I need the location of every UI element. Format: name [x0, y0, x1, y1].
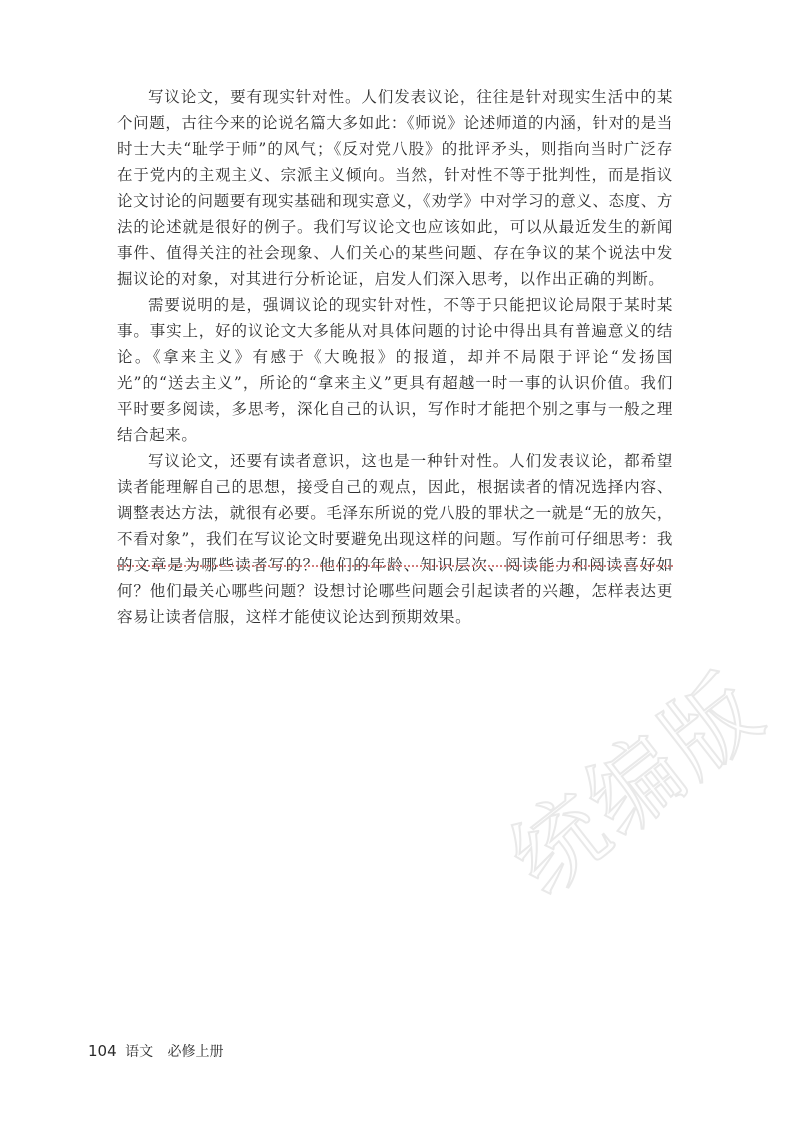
edition-watermark: 统编版: [490, 653, 784, 916]
paragraph-3: 写议论文，还要有读者意识，这也是一种针对性。人们发表议论，都希望读者能理解自己的思想，接受自己的观点，因此，根据读者的情况选择内容、调整表达方法，就很有必要。毛泽东所说的党八股的罪状之一就是“无的放矢，不看对象”，我们在写议论文时要避免出现这样的问题。写作前可仔细思考：我的文章是为哪些读者写的？他们的年龄、知识层次、阅读能力和阅读喜好如何？他们最关心哪些问题？设想讨论哪些问题会引起读者的兴趣，怎样表达更容易让读者信服，这样才能使议论达到预期效果。: [117, 452, 673, 626]
page-footer: [88, 1041, 224, 1061]
footer-subject: 语文: [125, 1044, 154, 1060]
paragraph-1: 写议论文，要有现实针对性。人们发表议论，往往是针对现实生活中的某个问题，古往今来的论说名篇大多如此：《师说》论述师道的内涵，针对的是当时士大夫“耻学于师”的风气；《反对党八股》的批评矛头，则指向当时广泛存在于党内的主观主义、宗派主义倾向。当然，针对性不等于批判性，而是指议论文讨论的问题要有现实基础和现实意义，《劝学》中对学习的意义、态度、方法的论述就是很好的例子。我们写议论文也应该如此，可以从最近发生的新闻事件、值得关注的社会现象、人们关心的某些问题、存在争议的某个说法中发掘议论的对象，对其进行分析论证，启发人们深入思考，以作出正确的判断。: [117, 88, 673, 288]
paragraph-2: 需要说明的是，强调议论的现实针对性，不等于只能把议论局限于某时某事。事实上，好的议论文大多能从对具体问题的讨论中得出具有普遍意义的结论。《拿来主义》有感于《大晚报》的报道，却并不局限于评论“发扬国光”的“送去主义”，所论的“拿来主义”更具有超越一时一事的认识价值。我们平时要多阅读，多思考，深化自己的认识，写作时才能把个别之事与一般之理结合起来。: [117, 296, 673, 444]
footer-volume: 必修上册: [167, 1044, 224, 1060]
page-number: 104: [88, 1042, 117, 1060]
body-text: [117, 84, 673, 630]
dotted-divider: [117, 565, 673, 567]
